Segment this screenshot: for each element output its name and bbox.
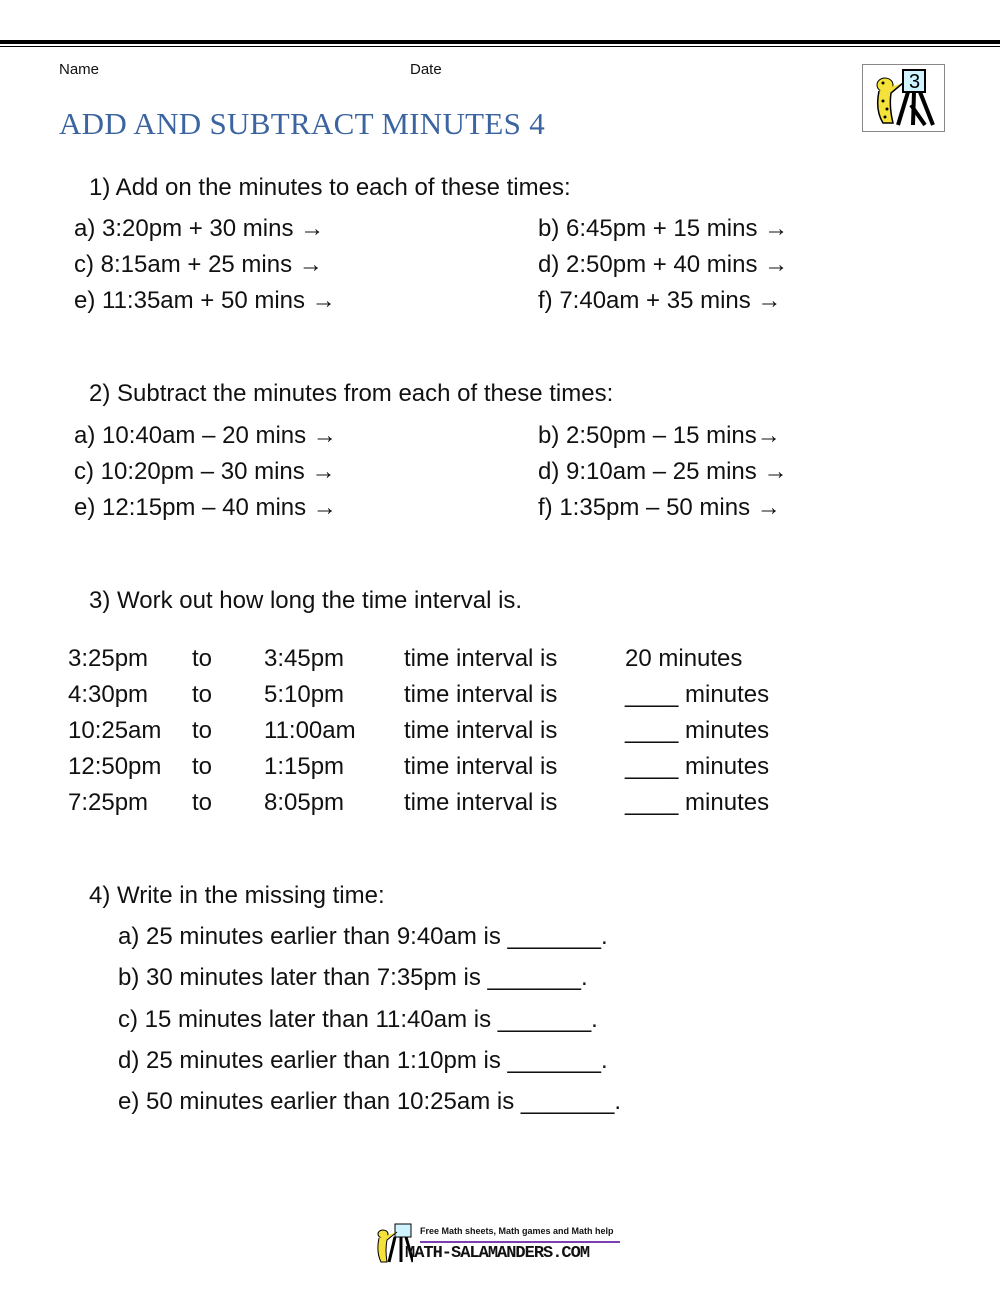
interval-interval-label: time interval is — [404, 645, 558, 672]
interval-start-time: 10:25am — [68, 717, 162, 744]
q1-item-a: a) 3:20pm + 30 mins → — [74, 215, 325, 242]
interval-to-label: to — [192, 645, 213, 672]
interval-answer: ____ minutes — [625, 681, 770, 708]
footer-logo — [373, 1222, 628, 1267]
q2-item-c: c) 10:20pm – 30 mins → — [74, 458, 336, 485]
interval-interval-label: time interval is — [404, 681, 558, 708]
question-3-heading: 3) Work out how long the time interval is. — [89, 587, 523, 614]
date-label: Date — [410, 61, 442, 78]
salamander-logo — [862, 64, 945, 132]
q4-item-c: c) 15 minutes later than 11:40am is _______. — [118, 1006, 598, 1033]
interval-end-time: 1:15pm — [264, 753, 345, 780]
interval-answer: ____ minutes — [625, 753, 770, 780]
footer-divider — [420, 1241, 620, 1243]
name-label: Name — [59, 61, 100, 78]
svg-text:3: 3 — [909, 71, 921, 93]
q2-item-f: f) 1:35pm – 50 mins → — [538, 494, 781, 521]
interval-start-time: 7:25pm — [68, 789, 149, 816]
interval-start-time: 3:25pm — [68, 645, 149, 672]
interval-answer: 20 minutes — [625, 645, 743, 672]
interval-answer: ____ minutes — [625, 717, 770, 744]
question-4-heading: 4) Write in the missing time: — [89, 882, 385, 909]
interval-to-label: to — [192, 753, 213, 780]
interval-to-label: to — [192, 789, 213, 816]
worksheet-title: ADD AND SUBTRACT MINUTES 4 — [59, 106, 546, 141]
interval-to-label: to — [192, 681, 213, 708]
q4-item-b: b) 30 minutes later than 7:35pm is _______. — [118, 964, 588, 991]
interval-end-time: 3:45pm — [264, 645, 345, 672]
question-1-heading: 1) Add on the minutes to each of these times: — [89, 174, 571, 201]
interval-end-time: 8:05pm — [264, 789, 345, 816]
interval-start-time: 4:30pm — [68, 681, 149, 708]
interval-end-time: 5:10pm — [264, 681, 345, 708]
q2-item-e: e) 12:15pm – 40 mins → — [74, 494, 337, 521]
footer-tagline: Free Math sheets, Math games and Math help — [420, 1226, 614, 1236]
footer-site: MATH-SALAMANDERS.COM — [405, 1244, 590, 1263]
q1-item-c: c) 8:15am + 25 mins → — [74, 251, 323, 278]
interval-answer: ____ minutes — [625, 789, 770, 816]
q4-item-e: e) 50 minutes earlier than 10:25am is _______. — [118, 1088, 621, 1115]
q2-item-d: d) 9:10am – 25 mins → — [538, 458, 788, 485]
q1-item-d: d) 2:50pm + 40 mins → — [538, 251, 789, 278]
interval-to-label: to — [192, 717, 213, 744]
q1-item-b: b) 6:45pm + 15 mins → — [538, 215, 789, 242]
q2-item-a: a) 10:40am – 20 mins → — [74, 422, 337, 449]
interval-interval-label: time interval is — [404, 789, 558, 816]
q4-item-a: a) 25 minutes earlier than 9:40am is _______. — [118, 923, 608, 950]
interval-interval-label: time interval is — [404, 717, 558, 744]
q1-item-e: e) 11:35am + 50 mins → — [74, 287, 336, 314]
q4-item-d: d) 25 minutes earlier than 1:10pm is _______. — [118, 1047, 608, 1074]
q2-item-b: b) 2:50pm – 15 mins→ — [538, 422, 781, 449]
top-rule-thin — [0, 46, 1000, 47]
q1-item-f: f) 7:40am + 35 mins → — [538, 287, 782, 314]
interval-start-time: 12:50pm — [68, 753, 162, 780]
interval-end-time: 11:00am — [264, 717, 356, 744]
top-rule — [0, 40, 1000, 44]
interval-interval-label: time interval is — [404, 753, 558, 780]
question-2-heading: 2) Subtract the minutes from each of these times: — [89, 380, 614, 407]
